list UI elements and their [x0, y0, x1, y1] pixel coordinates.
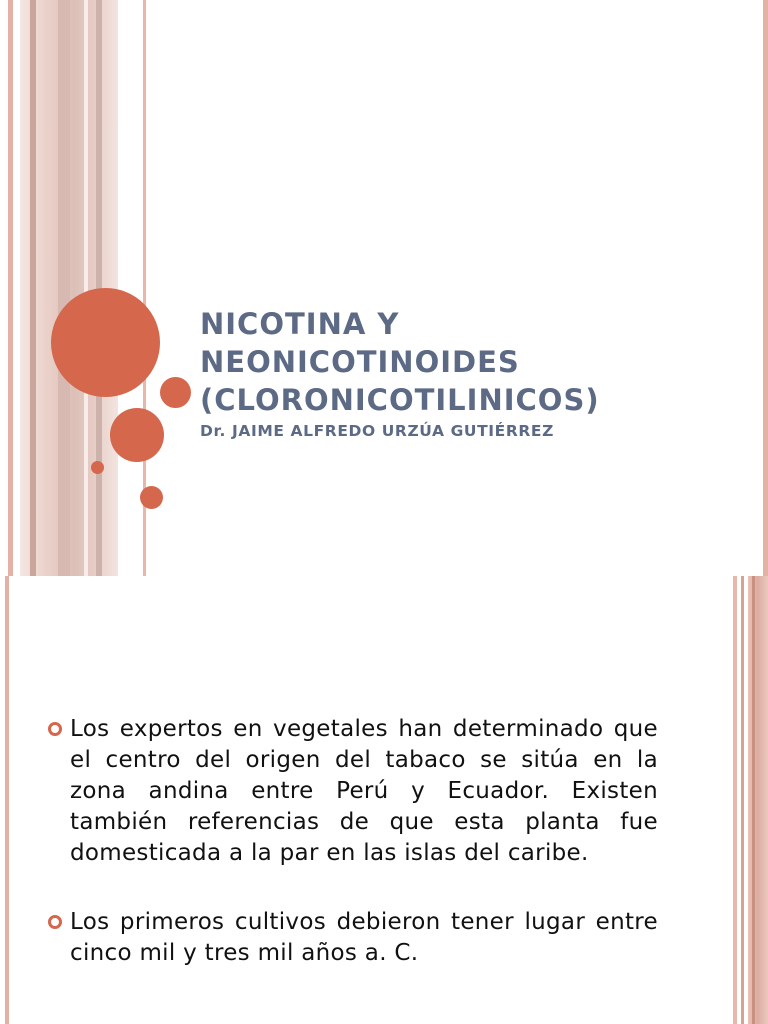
bullet-text: Los expertos en vegetales han determinado que el centro del origen del tabaco se sitúa en la zona andina entre Perú y Ecuador. Existen también referencias de que esta planta fue domesticada a la par en las islas del caribe.: [70, 716, 658, 866]
decorative-circle-small: [160, 377, 191, 408]
bullet-circle-icon: [48, 915, 62, 929]
title-line: NEONICOTINOIDES: [200, 345, 520, 379]
decorative-stripe: [748, 576, 768, 1024]
decorative-circle-medium: [110, 408, 164, 462]
slide-subtitle: Dr. JAIME ALFREDO URZÚA GUTIÉRREZ: [200, 422, 554, 440]
decorative-circle-tiny: [91, 461, 104, 474]
decorative-stripe: [741, 576, 744, 1024]
title-line: (CLORONICOTILINICOS): [200, 383, 600, 417]
decorative-stripe: [84, 0, 88, 576]
list-item: [46, 907, 658, 969]
decorative-stripe: [733, 576, 737, 1024]
decorative-stripe: [30, 0, 36, 576]
decorative-circle-small: [140, 486, 163, 509]
decorative-stripe: [5, 576, 9, 1024]
title-block: [200, 305, 740, 441]
decorative-stripe: [8, 0, 13, 576]
content-slide: [0, 576, 768, 1024]
list-item: [46, 714, 658, 869]
decorative-circle-large: [51, 288, 160, 397]
bullet-circle-icon: [48, 722, 62, 736]
slide-title: [200, 305, 740, 419]
decorative-stripe: [58, 0, 70, 576]
bullet-text: Los primeros cultivos debieron tener lugar entre cinco mil y tres mil años a. C.: [70, 909, 658, 966]
bullet-list: [46, 714, 658, 1007]
decorative-stripe: [763, 0, 768, 576]
title-line: NICOTINA Y: [200, 307, 400, 341]
decorative-stripe: [752, 576, 755, 1024]
